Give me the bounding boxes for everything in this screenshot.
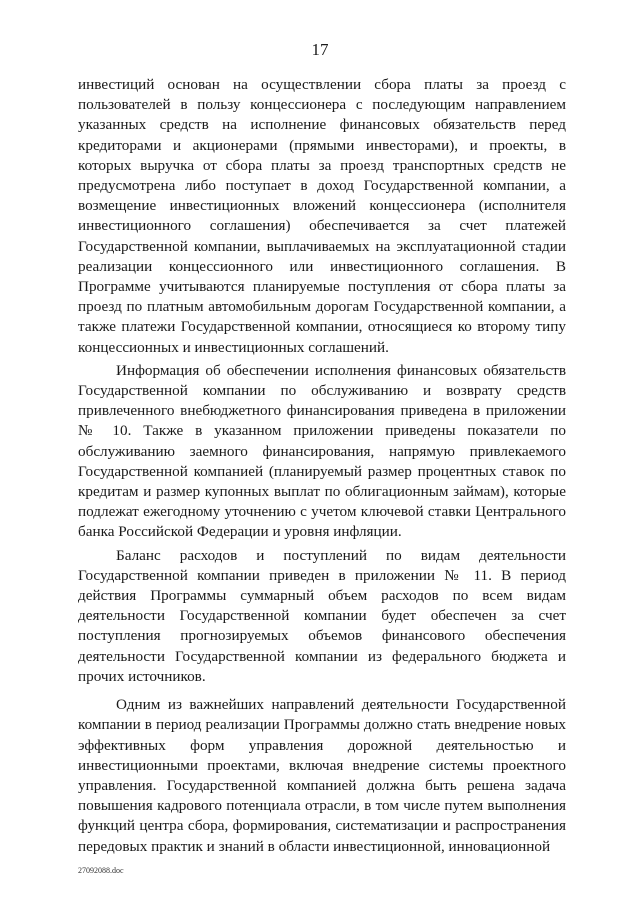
paragraph-4: Одним из важнейших направлений деятельности Государственной компании в период реализации Программы должно стать внедрение новых эффективных форм управления дорожной деятельностью и инвестиционными проектами, включая внедрение системы проектного управления. Государственной компанией должна быть решена задача повышения кадрового потенциала отрасли, в том числе путем выполнения функций центра сбора, формирования, систематизации и распространения передовых практик и знаний в области инвестиционной, инновационной: [78, 696, 566, 855]
page-number: 17: [311, 40, 329, 59]
document-body: [78, 75, 566, 860]
paragraph-3: Баланс расходов и поступлений по видам деятельности Государственной компании приведен в приложении № 11. В период действия Программы суммарный объем расходов по всем видам деятельности Государственной компании будет обеспечен за счет поступления прогнозируемых объемов финансового обеспечения деятельности Государственной компании из федерального бюджета и прочих источников.: [78, 546, 566, 685]
paragraph-1: инвестиций основан на осуществлении сбора платы за проезд с пользователей в пользу концессионера с последующим направлением указанных средств на исполнение финансовых обязательств перед кредиторами и акционерами (прямыми инвесторами), и проекты, в которых выручка от сбора платы за проезд транспортных средств не предусмотрена либо поступает в доход Государственной компании, а возмещение инвестиционных вложений концессионера (исполнителя инвестиционного соглашения) обеспечивается за счет платежей Государственной компании, выплачиваемых на эксплуатационной стадии реализации концессионного или инвестиционного соглашения. В Программе учитываются планируемые поступления от сбора платы за проезд по платным автомобильным дорогам Государственной компании, а также платежи Государственной компании, относящиеся ко второму типу концессионных и инвестиционных соглашений.: [78, 76, 566, 356]
file-name-footer: 27092088.doc: [78, 866, 124, 875]
paragraph-2: Информация об обеспечении исполнения финансовых обязательств Государственной компании по обслуживанию и возврату средств привлеченного внебюджетного финансирования приведена в приложении № 10. Также в указанном приложении приведены показатели по обслуживанию заемного финансирования, напрямую привлекаемого Государственной компанией (планируемый размер процентных ставок по кредитам и размер купонных выплат по облигационным займам), которые подлежат ежегодному уточнению с учетом ключевой ставки Центрального банка Российской Федерации и уровня инфляции.: [78, 361, 566, 541]
